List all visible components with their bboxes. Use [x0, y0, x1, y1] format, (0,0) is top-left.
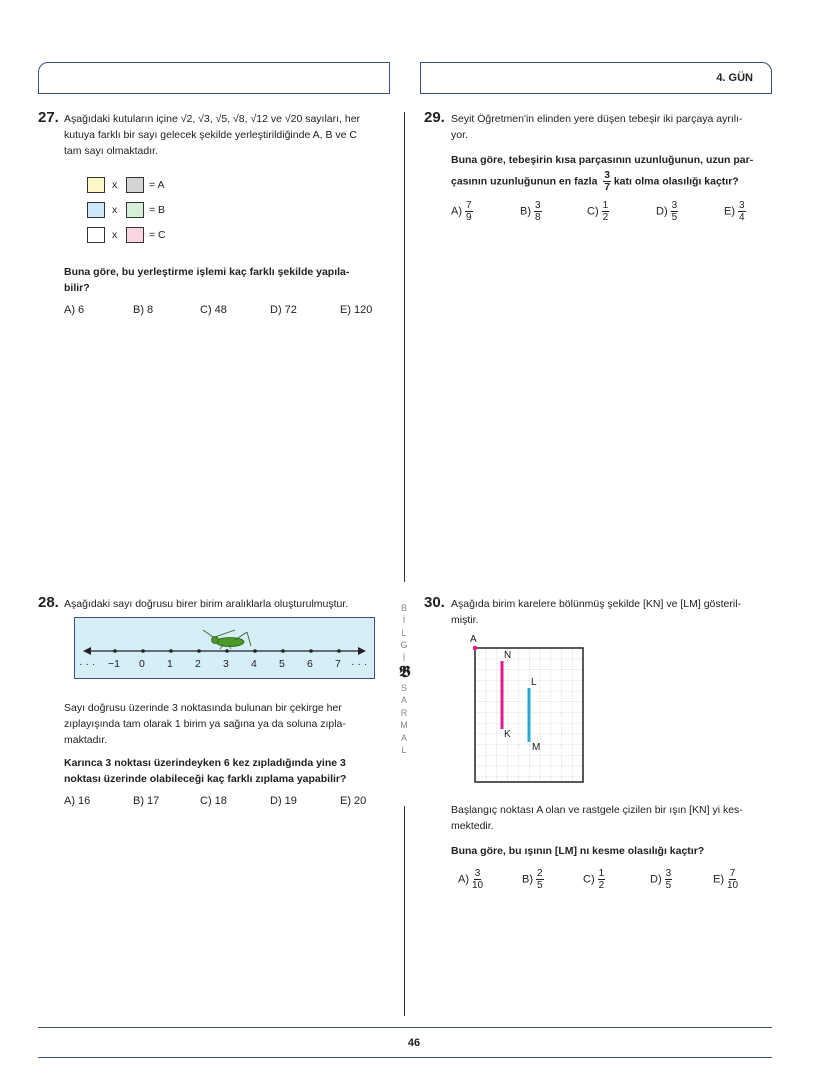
choice-c[interactable]: C) $\frac{1}{2}$: [583, 868, 605, 891]
choice-e[interactable]: E) 20: [340, 795, 367, 807]
q28-question: Karınca 3 noktası üzerindeyken 6 kez zıpladığında yine 3 noktası üzerinde olabileceği kaç farklı zıplama yapabilir?: [64, 757, 347, 785]
result-label: = A: [149, 179, 165, 191]
q29-number: 29.: [424, 109, 445, 126]
q27-question: Buna göre, bu yerleştirme işlemi kaç farklı şekilde yapıla- bilir?: [64, 266, 350, 294]
footer-rule-bottom: [38, 1057, 772, 1058]
times-sign: x: [112, 204, 118, 216]
result-label: = B: [149, 204, 166, 216]
choice-d[interactable]: D) 72: [270, 304, 297, 316]
box: [126, 202, 144, 218]
q27-number: 27.: [38, 109, 59, 126]
q29-intro: Seyit Öğretmen'in elinden yere düşen tebeşir iki parçaya ayrılı- yor.: [451, 113, 743, 141]
choice-b[interactable]: B) 8: [133, 304, 154, 316]
choice-a[interactable]: A) $\frac{3}{10}$: [458, 868, 484, 891]
choice-e[interactable]: E) $\frac{3}{4}$: [724, 200, 745, 223]
label-k: K: [504, 729, 511, 740]
choice-d[interactable]: D) $\frac{3}{5}$: [656, 200, 678, 223]
label-a: A: [470, 634, 477, 645]
label-l: L: [531, 677, 537, 688]
result-label: = C: [149, 229, 166, 241]
box: [87, 227, 105, 243]
point-a: [473, 646, 478, 651]
choice-a[interactable]: A) $\frac{7}{9}$: [451, 200, 472, 223]
number-line-box: [74, 617, 375, 679]
choice-d[interactable]: D) $\frac{3}{5}$: [650, 868, 672, 891]
column-divider-bottom: [404, 806, 405, 1016]
q30-grid-figure: [466, 634, 596, 789]
choice-c[interactable]: C) $\frac{1}{2}$: [587, 200, 609, 223]
choice-c[interactable]: C) 18: [200, 795, 227, 807]
q30-intro: Aşağıda birim karelere bölünmüş şekilde [KN] ve [LM] gösteril- miştir.: [451, 598, 742, 626]
q28-body: Sayı doğrusu üzerinde 3 noktasında bulunan bir çekirge her zıplayışında tam olarak 1 birim ya sağına ya da soluna zıpla- maktadır.: [64, 702, 346, 746]
choice-c[interactable]: C) 48: [200, 304, 227, 316]
box: [87, 202, 105, 218]
day-label: 4. GÜN: [716, 72, 753, 84]
page-number: 46: [407, 1037, 421, 1049]
brand-logo: 𝕭: [399, 664, 411, 682]
left-arrow-icon: [83, 647, 91, 655]
times-sign: x: [112, 229, 118, 241]
choice-a[interactable]: A) 6: [64, 304, 85, 316]
fraction: $\frac{3}{7}$: [604, 170, 610, 193]
q28-number: 28.: [38, 594, 59, 611]
box: [126, 227, 144, 243]
q30-question: Buna göre, bu ışının [LM] nı kesme olasılığı kaçtır?: [451, 845, 705, 857]
choice-b[interactable]: B) $\frac{2}{5}$: [522, 868, 543, 891]
q28-intro: Aşağıdaki sayı doğrusu birer birim aralıklarla oluşturulmuştur.: [64, 598, 349, 610]
right-arrow-icon: [358, 647, 366, 655]
times-sign: x: [112, 179, 118, 191]
header-right-box: [420, 62, 772, 94]
side-brand: B İ L G İ 𝕭 S A R M A L: [399, 603, 411, 756]
q30-number: 30.: [424, 594, 445, 611]
choice-e[interactable]: E) 120: [340, 304, 373, 316]
header-left-box: [38, 62, 390, 94]
number-line-ticks: · · · −1 0 1 2 3 4 5 6 7 · · ·: [79, 658, 368, 670]
q29-question: Buna göre, tebeşirin kısa parçasının uzunluğunun, uzun par- çasının uzunluğunun en fazla $\frac{3}{7}$ katı olma olasılığı kaçtır?: [451, 154, 754, 193]
column-divider-top: [404, 112, 405, 582]
label-m: M: [532, 742, 541, 753]
label-n: N: [504, 650, 512, 661]
choice-e[interactable]: E) $\frac{7}{10}$: [713, 868, 739, 891]
choice-b[interactable]: B) 17: [133, 795, 160, 807]
footer-rule-top: [38, 1027, 772, 1028]
box: [87, 177, 105, 193]
q30-body: Başlangıç noktası A olan ve rastgele çizilen bir ışın [KN] yi kes- mektedir.: [451, 804, 743, 832]
box: [126, 177, 144, 193]
choice-d[interactable]: D) 19: [270, 795, 297, 807]
choice-a[interactable]: A) 16: [64, 795, 91, 807]
grasshopper-icon: [203, 630, 251, 649]
q27-intro: Aşağıdaki kutuların içine √2, √3, √5, √8, √12 ve √20 sayıları, her kutuya farklı bir sayı gelecek şekilde yerleştirildiğinde A, B ve C tam sayı olmaktadır.: [64, 113, 361, 157]
choice-b[interactable]: B) $\frac{3}{8}$: [520, 200, 541, 223]
